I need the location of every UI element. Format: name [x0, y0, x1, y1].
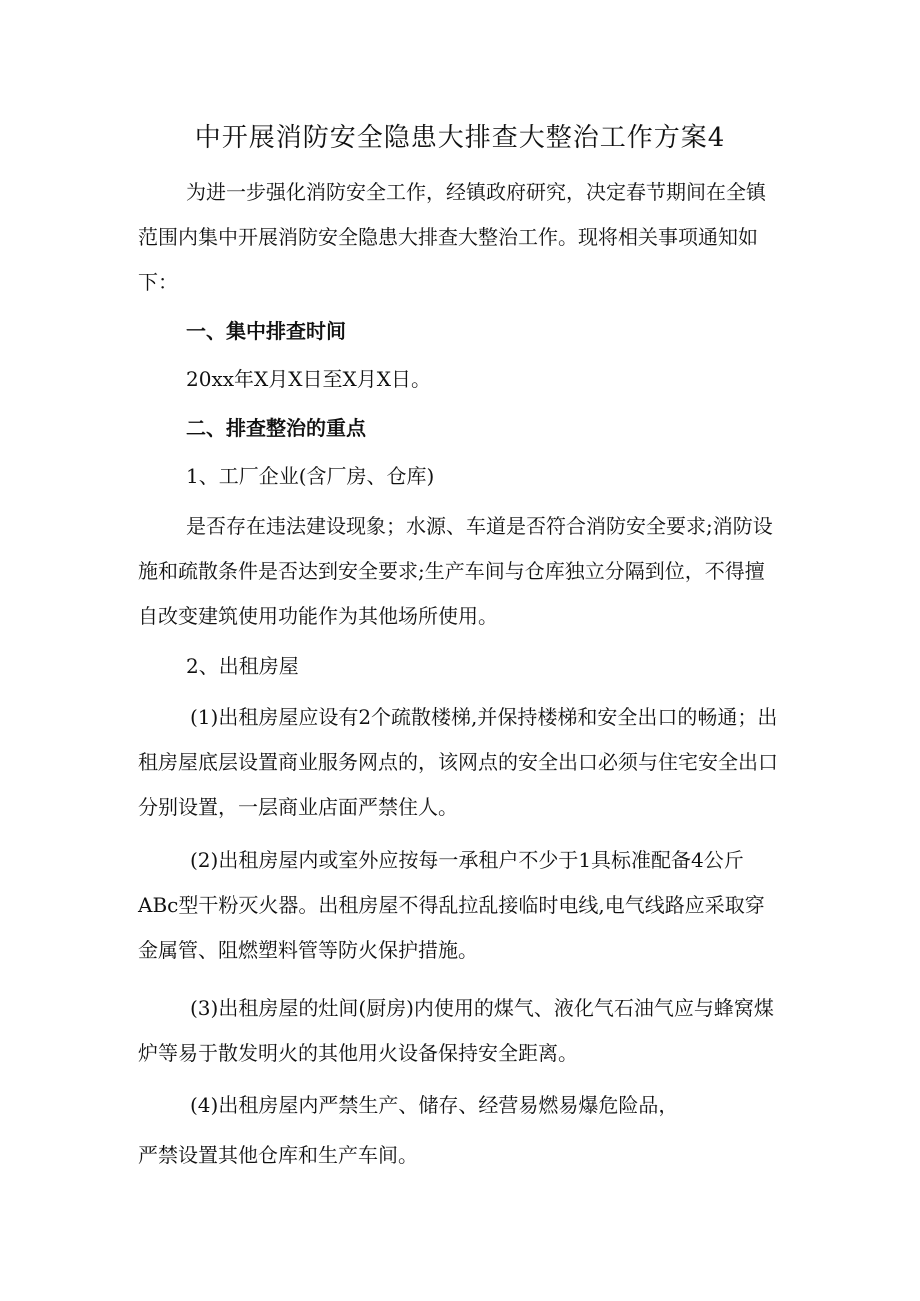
section-2-heading: 二、排查整治的重点 — [186, 416, 366, 440]
item-2-point-3: (3)出租房屋的灶间(厨房)内使用的煤气、液化气石油气应与蜂窝煤炉等易于散发明火的其他用火设备保持安全距离。 — [138, 996, 774, 1065]
section-1-content: 20xx年X月X日至X月X日。 — [186, 367, 431, 391]
item-2-point-2: (2)出租房屋内或室外应按每一承租户不少于1具标准配备4公斤ABc型干粉灭火器。出租房屋不得乱拉乱接临时电线,电气线路应采取穿金属管、阻燃塑料管等防火保护措施。 — [138, 848, 765, 962]
item-2-point-4: (4)出租房屋内严禁生产、储存、经营易燃易爆危险品， — [190, 1093, 679, 1117]
item-2-last-line: 严禁设置其他仓库和生产车间。 — [138, 1143, 418, 1167]
document-title: 中开展消防安全隐患大排查大整治工作方案4 — [194, 123, 726, 153]
item-1-content: 是否存在违法建设现象；水源、车道是否符合消防安全要求;消防设施和疏散条件是否达到安全要求;生产车间与仓库独立分隔到位，不得擅自改变建筑使用功能作为其他场所使用。 — [138, 514, 773, 628]
item-2-heading: 2、出租房屋 — [186, 654, 299, 678]
intro-paragraph: 为进一步强化消防安全工作，经镇政府研究，决定春节期间在全镇范围内集中开展消防安全隐患大排查大整治工作。现将相关事项通知如下： — [138, 180, 766, 294]
item-2-point-1: (1)出租房屋应设有2个疏散楼梯,并保持楼梯和安全出口的畅通；出租房屋底层设置商业服务网点的，该网点的安全出口必须与住宅安全出口分别设置，一层商业店面严禁住人。 — [138, 705, 778, 819]
item-1-heading: 1、工厂企业(含厂房、仓库) — [186, 464, 435, 488]
section-1-heading: 一、集中排查时间 — [186, 319, 346, 343]
